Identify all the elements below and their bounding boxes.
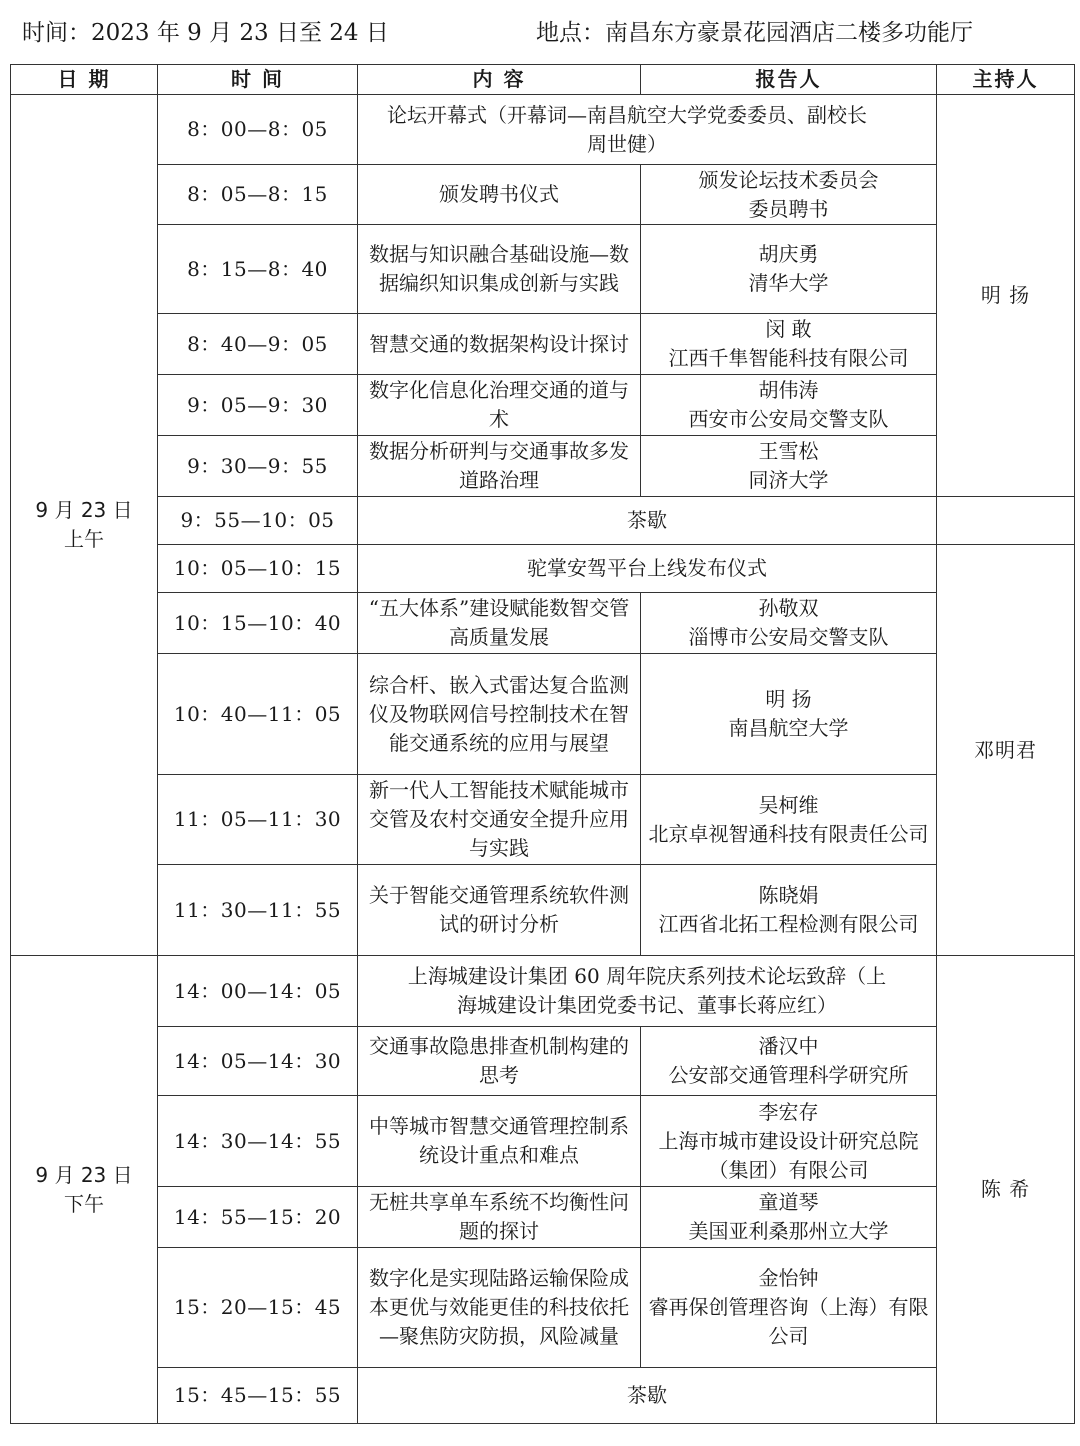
time-cell: 9：30—9：55 (158, 436, 358, 497)
content-cell: 数据与知识融合基础设施—数据编织知识集成创新与实践 (358, 225, 641, 314)
speaker-cell (641, 314, 937, 375)
speaker-name: 童道琴 (758, 1190, 819, 1214)
content-cell: 数字化信息化治理交通的道与术 (358, 375, 641, 436)
agenda-table (10, 64, 1075, 1424)
time-cell: 11：30—11：55 (158, 865, 358, 956)
host-name: 明 扬 (980, 283, 1031, 307)
speaker-org: 美国亚利桑那州立大学 (688, 1219, 889, 1243)
speaker-cell (641, 1027, 937, 1096)
content-cell: 数据分析研判与交通事故多发道路治理 (358, 436, 641, 497)
speaker-org: 北京卓视智通科技有限责任公司 (648, 821, 929, 846)
table-row (11, 165, 1075, 225)
content-cell: 茶歇 (358, 497, 937, 545)
date-day: 9 月 23 日 (35, 1162, 133, 1187)
table-header-row (11, 65, 1075, 95)
table-row (11, 1187, 1075, 1248)
speaker-org: 江西千隼智能科技有限公司 (668, 346, 909, 370)
speaker-org: 江西省北拓工程检测有限公司 (658, 912, 919, 936)
table-row (11, 497, 1075, 545)
host-cell (937, 545, 1075, 956)
event-time: 时间：2023 年 9 月 23 日至 24 日 (22, 20, 389, 46)
host-name: 邓明君 (974, 737, 1037, 762)
date-cell-afternoon (11, 956, 158, 1424)
date-period: 下午 (64, 1191, 104, 1216)
content-cell: 中等城市智慧交通管理控制系统设计重点和难点 (358, 1096, 641, 1187)
speaker-org: 南昌航空大学 (728, 716, 849, 740)
content-cell: 茶歇 (358, 1368, 937, 1424)
speaker-name: 金怡钟 (758, 1266, 819, 1290)
speaker-name: 胡伟涛 (758, 378, 819, 402)
content-cell: 颁发聘书仪式 (358, 165, 641, 225)
speaker-cell: 颁发论坛技术委员会委员聘书 (641, 165, 937, 225)
page-header (0, 0, 1080, 62)
content-cell: 数字化是实现陆路运输保险成本更优与效能更佳的科技依托—聚焦防灾防损，风险减量 (358, 1248, 641, 1368)
speaker-cell (641, 375, 937, 436)
speaker-org: 上海市城市建设设计研究总院（集团）有限公司 (658, 1128, 919, 1182)
speaker-cell (641, 225, 937, 314)
table-row (11, 375, 1075, 436)
table-row (11, 314, 1075, 375)
time-cell: 14：05—14：30 (158, 1027, 358, 1096)
speaker-org: 公安部交通管理科学研究所 (668, 1063, 909, 1087)
content-cell: 上海城建设计集团 60 周年院庆系列技术论坛致辞（上海城建设计集团党委书记、董事长蒋应红） (358, 956, 937, 1027)
content-cell: 论坛开幕式（开幕词—南昌航空大学党委委员、副校长周世健） (358, 95, 937, 165)
speaker-name: 潘汉中 (758, 1034, 819, 1058)
table-row (11, 775, 1075, 865)
host-name: 陈 希 (980, 1177, 1031, 1201)
col-header-content: 内 容 (358, 65, 641, 95)
speaker-org: 西安市公安局交警支队 (688, 407, 889, 431)
table-row (11, 865, 1075, 956)
content-cell: 新一代人工智能技术赋能城市交管及农村交通安全提升应用与实践 (358, 775, 641, 865)
speaker-org: 淄博市公安局交警支队 (688, 625, 889, 649)
speaker-cell (641, 654, 937, 775)
time-cell: 14：00—14：05 (158, 956, 358, 1027)
col-header-speaker: 报告人 (641, 65, 937, 95)
date-cell-morning (11, 95, 158, 956)
table-row (11, 956, 1075, 1027)
time-cell: 9：55—10：05 (158, 497, 358, 545)
table-row (11, 1248, 1075, 1368)
event-venue: 地点：南昌东方豪景花园酒店二楼多功能厅 (536, 20, 973, 46)
table-row (11, 1027, 1075, 1096)
empty-host-cell (937, 497, 1075, 545)
table-row (11, 654, 1075, 775)
speaker-org: 清华大学 (748, 271, 829, 295)
time-cell: 10：40—11：05 (158, 654, 358, 775)
speaker-cell (641, 775, 937, 865)
time-cell: 15：20—15：45 (158, 1248, 358, 1368)
time-cell: 8：00—8：05 (158, 95, 358, 165)
table-row (11, 225, 1075, 314)
table-row (11, 545, 1075, 593)
table-row (11, 436, 1075, 497)
table-row (11, 1368, 1075, 1424)
speaker-name: 孙敬双 (758, 596, 819, 620)
speaker-name: 胡庆勇 (758, 242, 819, 266)
speaker-cell (641, 436, 937, 497)
date-day: 9 月 23 日 (35, 498, 133, 522)
content-cell: 交通事故隐患排查机制构建的思考 (358, 1027, 641, 1096)
speaker-name: 陈晓娟 (758, 883, 819, 907)
content-cell: 驼掌安驾平台上线发布仪式 (358, 545, 937, 593)
time-cell: 8：40—9：05 (158, 314, 358, 375)
speaker-cell (641, 593, 937, 654)
speaker-org: 睿再保创管理咨询（上海）有限公司 (648, 1295, 929, 1348)
content-cell: “五大体系”建设赋能数智交管高质量发展 (358, 593, 641, 654)
content-cell: 智慧交通的数据架构设计探讨 (358, 314, 641, 375)
table-row (11, 1096, 1075, 1187)
time-cell: 15：45—15：55 (158, 1368, 358, 1424)
col-header-time: 时 间 (158, 65, 358, 95)
content-cell: 无桩共享单车系统不均衡性问题的探讨 (358, 1187, 641, 1248)
speaker-name: 闵 敢 (765, 317, 812, 341)
speaker-cell (641, 1248, 937, 1368)
time-cell: 14：55—15：20 (158, 1187, 358, 1248)
content-cell: 关于智能交通管理系统软件测试的研讨分析 (358, 865, 641, 956)
speaker-name: 吴柯维 (758, 792, 819, 817)
host-cell (937, 956, 1075, 1424)
speaker-cell (641, 1096, 937, 1187)
table-row (11, 95, 1075, 165)
speaker-cell (641, 1187, 937, 1248)
time-cell: 14：30—14：55 (158, 1096, 358, 1187)
speaker-org: 同济大学 (748, 468, 829, 492)
col-header-host: 主持人 (937, 65, 1075, 95)
time-cell: 8：15—8：40 (158, 225, 358, 314)
speaker-name: 王雪松 (758, 439, 819, 463)
time-cell: 10：05—10：15 (158, 545, 358, 593)
time-cell: 8：05—8：15 (158, 165, 358, 225)
host-cell (937, 95, 1075, 497)
time-cell: 10：15—10：40 (158, 593, 358, 654)
date-period: 上午 (64, 527, 104, 551)
time-cell: 11：05—11：30 (158, 775, 358, 865)
time-cell: 9：05—9：30 (158, 375, 358, 436)
speaker-name: 明 扬 (765, 687, 812, 711)
col-header-date: 日 期 (11, 65, 158, 95)
content-cell: 综合杆、嵌入式雷达复合监测仪及物联网信号控制技术在智能交通系统的应用与展望 (358, 654, 641, 775)
speaker-cell (641, 865, 937, 956)
speaker-name: 李宏存 (758, 1099, 819, 1124)
table-row (11, 593, 1075, 654)
